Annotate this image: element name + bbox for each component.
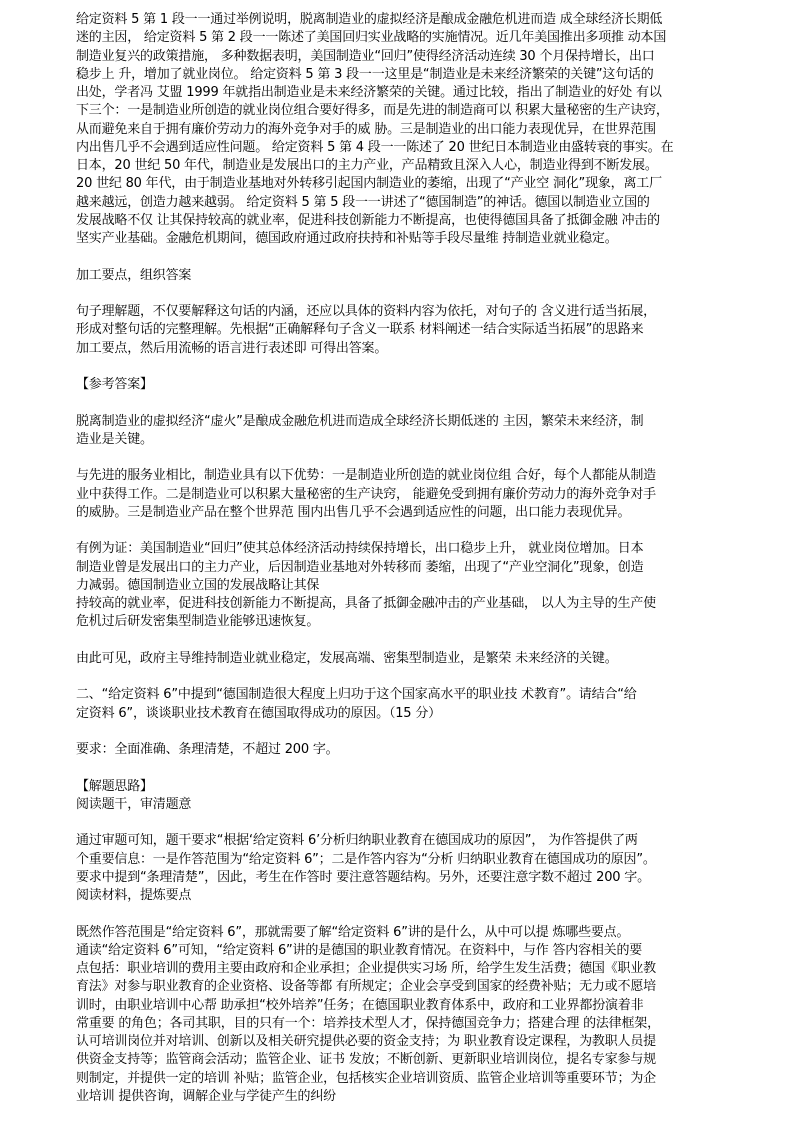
- reference-answer-heading: [76, 376, 736, 394]
- answer-paragraph-1: [76, 413, 736, 450]
- read-material-subheading: [76, 887, 736, 905]
- text-line: 危机过后研发密集型制造业能够迅速恢复。: [76, 614, 320, 630]
- text-line: 制造业复兴的政策措施， 多种数据表明，美国制造业“回归”使得经济活动连续 30 个月保持增长，出口: [76, 48, 655, 64]
- answer-paragraph-2: [76, 467, 736, 522]
- text-line: 业中获得工作。二是制造业可以积累大量秘密的生产诀窍， 能避免受到拥有廉价劳动力的海外竞争对手: [76, 486, 656, 502]
- text-line: 造业是关键。: [76, 431, 153, 447]
- text-line: 与先进的服务业相比，制造业具有以下优势：一是制造业所创造的就业岗位组 合好，每个人都能从制造: [76, 468, 656, 484]
- text-line: 通读“给定资料 6”可知，“给定资料 6”讲的是德国的职业教育情况。在资料中，与作 答内容相关的要: [76, 942, 643, 958]
- text-line: 力减弱。德国制造业立国的发展战略让其保: [76, 577, 320, 593]
- text-line: 下三个：一是制造业所创造的就业岗位组合要好得多，而是先进的制造商可以 积累大量秘密的生产诀窍，: [76, 103, 669, 119]
- text-line: 发展战略不仅 让其保持较高的就业率，促进科技创新能力不断提高，也使得德国具备了抵御金融 冲击的: [76, 212, 660, 228]
- text-line: 【参考答案】: [76, 377, 153, 392]
- text-line: 阅读题干，审清题意: [76, 796, 192, 812]
- answer-paragraph-3: [76, 540, 736, 631]
- answer-conclusion: [76, 650, 736, 668]
- text-line: 句子理解题，不仅要解释这句话的内涵，还应以具体的资料内容为依托，对句子的 含义进行适当拓展，: [76, 304, 656, 319]
- text-line: 形成对整句话的完整理解。先根据“正确解释句子含义一联系 材料阐述一结合实际适当拓展”的思路来: [76, 322, 644, 338]
- text-line: 迷的主因， 给定资料 5 第 2 段一一陈述了美国回归实业战略的实施情况。近几年美国推出多项推 动本国: [76, 30, 667, 46]
- material-analysis-paragraph: [76, 11, 736, 248]
- text-line: 点包括：职业培训的费用主要由政府和企业承担；企业提供实习场 所，给学生发生活费；德国《职业教: [76, 961, 656, 976]
- text-line: 20 世纪 80 年代，由于制造业基地对外转移引起国内制造业的萎缩，出现了“产业空 洞化”现象，离工厂: [76, 176, 662, 192]
- text-line: 给定资料 5 第 1 段一一通过举例说明，脱离制造业的虚拟经济是酿成金融危机进而造 成全球经济长期低: [76, 12, 663, 27]
- text-line: 二、“给定资料 6”中提到“德国制造很大程度上归功于这个国家高水平的职业技 术教育”。请结合“给: [76, 687, 637, 703]
- text-line: 训时，由职业培训中心帮 助承担“校外培养”任务；在德国职业教育体系中，政府和工业界都扮演着非: [76, 997, 644, 1013]
- text-line: 稳步上 升，增加了就业岗位。 给定资料 5 第 3 段一一这里是“制造业是未来经济繁荣的关键”这句话的: [76, 66, 654, 82]
- text-line: 定资料 6”，谈谈职业技术教育在德国取得成功的原因。（15 分）: [76, 705, 441, 721]
- text-line: 持较高的就业率，促进科技创新能力不断提高，具备了抵御金融冲击的产业基础， 以人为主导的生产使: [76, 596, 656, 611]
- read-question-subheading: [76, 796, 736, 814]
- text-line: 常重要 的角色；各司其职，目的只有一个：培养技术型人才，保持德国竞争力；搭建合理 的法律框架，: [76, 1015, 660, 1031]
- text-line: 业培训 提供咨询，调解企业与学徒产生的纠纷: [76, 1088, 336, 1104]
- text-line: 的威胁。三是制造业产品在整个世界范 围内出售几乎不会遇到适应性的问题，出口能力表现优异。: [76, 504, 631, 520]
- text-line: 育法》对参与职业教育的企业资格、设备等都 有所规定；企业会享受到国家的经费补贴；无力或不愿培: [76, 979, 656, 995]
- text-line: 既然作答范围是“给定资料 6”，那就需要了解“给定资料 6”讲的是什么，从中可以提 炼哪些要点。: [76, 924, 630, 940]
- text-line: 供资金支持等；监管商会活动；监管企业、证书 发放；不断创新、更新职业培训岗位，提名专家参与规: [76, 1052, 656, 1068]
- text-line: 坚实产业基础。金融危机期间，德国政府通过政府扶持和补贴等手段尽量维 持制造业就业稳定。: [76, 231, 618, 246]
- solution-approach-heading: [76, 778, 736, 796]
- text-line: 加工要点，然后用流畅的语言进行表述即 可得出答案。: [76, 340, 388, 356]
- text-line: 阅读材料，提炼要点: [76, 888, 192, 903]
- material-points-paragraph: [76, 924, 736, 1107]
- sentence-understanding-paragraph: [76, 303, 736, 358]
- text-line: 出处，学者冯 艾盟 1999 年就指出制造业是未来经济繁荣的关键。通过比较，指出了制造业的好处 有以: [76, 85, 662, 100]
- text-line: 加工要点，组织答案: [76, 267, 192, 283]
- text-line: 有例为证：美国制造业“回归”使其总体经济活动持续保持增长，出口稳步上升， 就业岗位增加。日本: [76, 541, 644, 557]
- question-2: [76, 686, 736, 723]
- text-line: 脱离制造业的虚拟经济“虚火”是酿成金融危机进而造成全球经济长期低迷的 主因，繁荣未来经济，制: [76, 413, 644, 429]
- text-line: 要求中提到“条理清楚”，因此，考生在作答时 要注意答题结构。另外，还要注意字数不超过 200 字。: [76, 869, 650, 885]
- text-line: 越来越远，创造力越来越弱。 给定资料 5 第 5 段一一讲述了“德国制造”的神话。德国以制造业立国的: [76, 194, 650, 210]
- text-line: 个重要信息：一是作答范围为“给定资料 6”；二是作答内容为“分析 归纳职业教育在德国成功的原因”。: [76, 851, 656, 867]
- text-line: 认可培训岗位并对培训、创新以及相关研究提供必要的资金支持；为 职业教育设定课程，为教职人员提: [76, 1034, 656, 1049]
- text-line: 通过审题可知，题干要求“根据‘给定资料 6’分析归纳职业教育在德国成功的原因”， 为作答提供了两: [76, 833, 638, 849]
- question-analysis-paragraph: [76, 832, 736, 887]
- text-line: 要求：全面准确、条理清楚，不超过 200 字。: [76, 742, 339, 757]
- question-2-requirement: [76, 741, 736, 759]
- text-line: 由此可见，政府主导维持制造业就业稳定，发展高端、密集型制造业，是繁荣 未来经济的关键。: [76, 650, 618, 666]
- text-line: 【解题思路】: [76, 778, 153, 794]
- text-line: 则制定，并提供一定的培训 补贴；监管企业，包括核实企业培训资质、监管企业培训等重要环节；为企: [76, 1070, 656, 1086]
- text-line: 制造业曾是发展出口的主力产业，后因制造业基地对外转移而 萎缩，出现了“产业空洞化”现象，创造: [76, 559, 644, 575]
- process-points-heading: [76, 267, 736, 285]
- text-line: 从而避免来自于拥有廉价劳动力的海外竞争对手的威 胁。三是制造业的出口能力表现优异，在世界范围: [76, 121, 656, 137]
- text-line: 日本，20 世纪 50 年代，制造业是发展出口的主力产业，产品精致且深入人心，制造业得到不断发展。: [76, 158, 658, 173]
- document-page: [76, 11, 736, 1124]
- text-line: 内出售几乎不会遇到适应性问题。 给定资料 5 第 4 段一一陈述了 20 世纪日本制造业由盛转衰的事实。在: [76, 139, 674, 155]
